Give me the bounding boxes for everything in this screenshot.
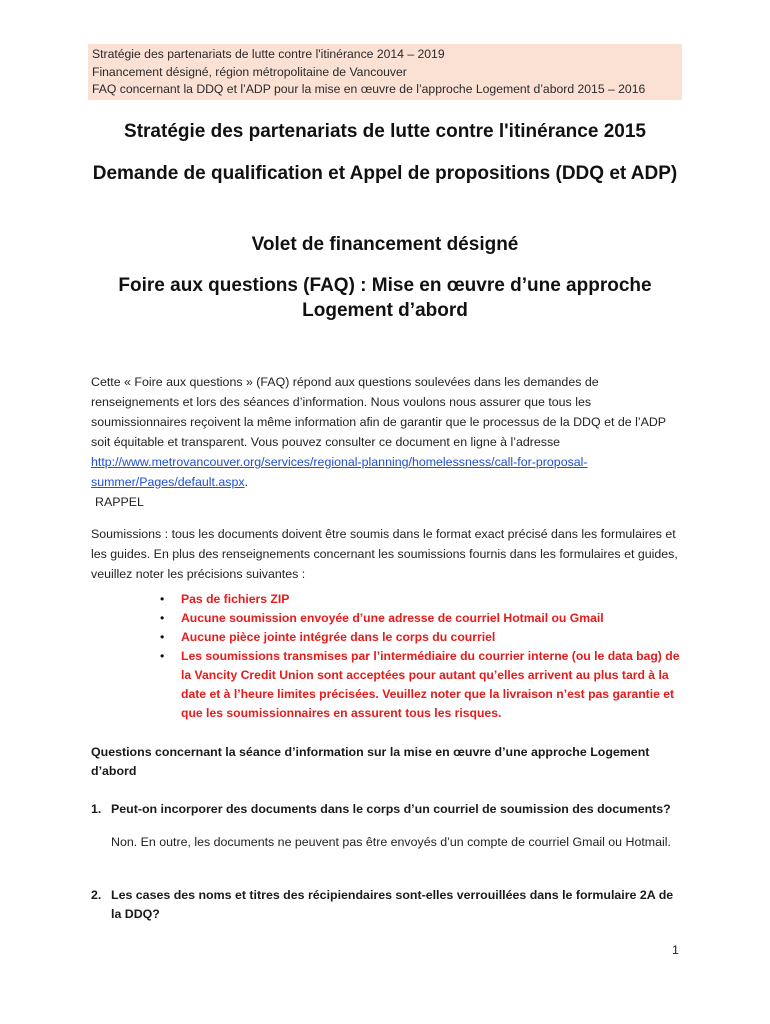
list-item-text: Aucune pièce jointe intégrée dans le corps du courriel: [181, 630, 496, 644]
document-title: Stratégie des partenariats de lutte contre l'itinérance 2015: [124, 121, 646, 142]
question-number: 1.: [91, 802, 102, 816]
question-text: Peut-on incorporer des documents dans le corps d’un courriel de soumission des documents?: [111, 802, 671, 816]
intro-paragraph: [91, 372, 686, 492]
page-number: 1: [672, 943, 679, 957]
running-header: [88, 44, 682, 100]
list-item: [160, 590, 685, 609]
answer-1: Non. En outre, les documents ne peuvent pas être envoyés d’un compte de courriel Gmail ou Hotmail.: [111, 835, 671, 849]
metrovancouver-link[interactable]: http://www.metrovancouver.org/services/regional-planning/homelessness/call-for-proposal-summer/Pages/default.aspx: [91, 455, 588, 489]
list-item: [160, 609, 685, 628]
header-line-3: FAQ concernant la DDQ et l’ADP pour la mise en œuvre de l’approche Logement d’abord 2015 – 2016: [92, 82, 646, 96]
list-item: [160, 647, 685, 723]
bullet-icon: •: [160, 649, 165, 663]
list-item-text: Pas de fichiers ZIP: [181, 592, 290, 606]
rappel-label: RAPPEL: [95, 495, 144, 509]
section-heading: Questions concernant la séance d’information sur la mise en œuvre d’une approche Logement d’abord: [91, 745, 650, 778]
list-item: [160, 628, 685, 647]
bullet-icon: •: [160, 630, 165, 644]
question-number: 2.: [91, 888, 102, 902]
document-subtitle: Demande de qualification et Appel de propositions (DDQ et ADP): [92, 163, 678, 184]
intro-end: .: [244, 475, 249, 489]
question-2: [91, 886, 686, 924]
submission-rules-list: [160, 590, 685, 723]
intro-text: Cette « Foire aux questions » (FAQ) répond aux questions soulevées dans les demandes de renseignements et lors des séances d’information. Nous voulons nous assurer que tous les soumissionnaires reçoivent la même information afin de garantir que le processus de la DDQ et de l’ADP soit équitable et transparent. Vous pouvez consulter ce document en ligne à l’adresse: [91, 375, 666, 449]
funding-stream-title: Volet de financement désigné: [251, 234, 519, 255]
soumissions-paragraph: Soumissions : tous les documents doivent être soumis dans le format exact précisé dans les formulaires et les guides. En plus des renseignements concernant les soumissions fournis dans les formulaires et guides, veuillez noter les précisions suivantes :: [91, 527, 678, 581]
question-1: [91, 800, 686, 819]
faq-title: Foire aux questions (FAQ) : Mise en œuvre d’une approche Logement d’abord: [118, 275, 652, 321]
list-item-text: Aucune soumission envoyée d’une adresse de courriel Hotmail ou Gmail: [181, 611, 604, 625]
list-item-text: Les soumissions transmises par l’intermédiaire du courrier interne (ou le data bag) de la Vancity Credit Union sont acceptées pour autant qu’elles arrivent au plus tard à la date et à l’heure limites précisées. Veuillez noter que la livraison n’est pas garantie et que les soumissionnaires en assurent tous les risques.: [181, 649, 680, 720]
bullet-icon: •: [160, 592, 165, 606]
header-line-1: Stratégie des partenariats de lutte contre l'itinérance 2014 – 2019: [92, 47, 445, 61]
question-text: Les cases des noms et titres des récipiendaires sont-elles verrouillées dans le formulaire 2A de la DDQ?: [111, 888, 674, 921]
bullet-icon: •: [160, 611, 165, 625]
header-line-2: Financement désigné, région métropolitaine de Vancouver: [92, 64, 407, 79]
